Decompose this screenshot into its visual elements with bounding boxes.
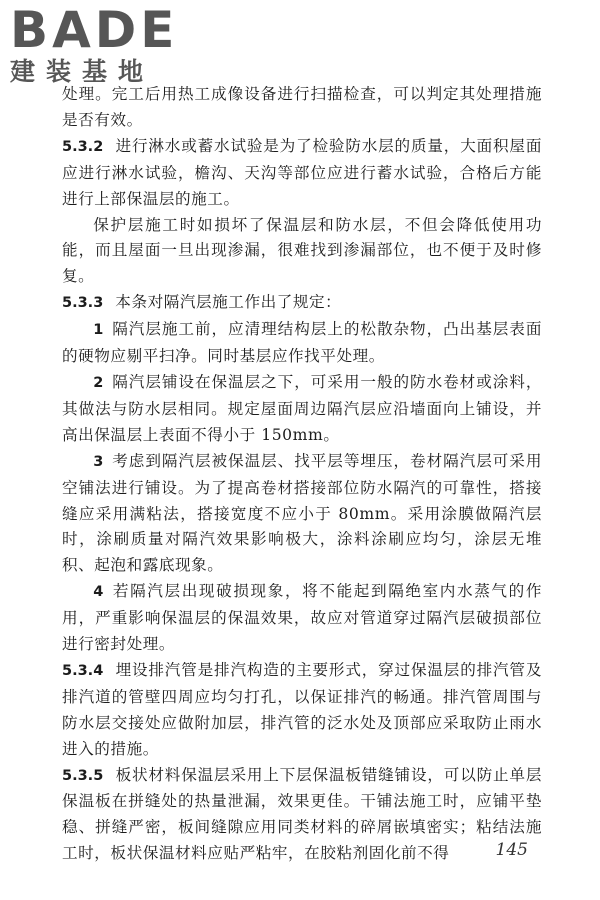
section-5-3-2 — [62, 134, 542, 213]
section-5-3-3 — [62, 290, 542, 317]
paragraph-text: 隔汽层施工前，应清理结构层上的松散杂物，凸出基层表面的硬物应剔平扫净。同时基层应作找平处理。 — [62, 320, 542, 366]
logo-brand: BADE — [10, 1, 179, 59]
section-number: 5.3.5 — [62, 767, 104, 784]
paragraph-text: 本条对隔汽层施工作出了规定： — [115, 293, 342, 312]
section-5-3-5 — [62, 763, 542, 868]
item-number: 4 — [93, 584, 104, 601]
paragraph-text: 进行淋水或蓄水试验是为了检验防水层的质量，大面积屋面应进行淋水试验，檐沟、天沟等部位应进行蓄水试验，合格后方能进行上部保温层的施工。 — [62, 136, 542, 208]
item-number: 1 — [93, 322, 104, 339]
section-5-3-4 — [62, 658, 542, 763]
section-number: 5.3.3 — [62, 295, 104, 312]
page-body — [62, 82, 542, 867]
paragraph-continuation — [62, 82, 542, 134]
item-number: 3 — [93, 453, 104, 470]
watermark-logo — [10, 1, 180, 86]
section-number: 5.3.2 — [62, 138, 104, 155]
list-item-1 — [62, 317, 542, 370]
paragraph-indented — [62, 213, 542, 291]
list-item-2 — [62, 370, 542, 449]
paragraph-text: 板状材料保温层采用上下层保温板错缝铺设，可以防止单层保温板在拼缝处的热量泄漏，效果更佳。干铺法施工时，应铺平垫稳、拼缝严密，板间缝隙应用同类材料的碎屑嵌填密实；粘结法施工时，板状保温材料应贴严粘牢，在胶粘剂固化前不得 — [62, 765, 542, 863]
paragraph-text: 考虑到隔汽层被保温层、找平层等埋压，卷材隔汽层可采用空铺法进行铺设。为了提高卷材搭接部位防水隔汽的可靠性，搭接缝应采用满粘法，搭接宽度不应小于 80mm。采用涂膜做隔汽层时，涂刷质量对隔汽效果影响极大，涂料涂刷应均匀，涂层无堆积、起泡和露底现象。 — [62, 451, 542, 575]
paragraph-text: 隔汽层铺设在保温层之下，可采用一般的防水卷材或涂料，其做法与防水层相同。规定屋面周边隔汽层应沿墙面向上铺设，并高出保温层上表面不得小于 150mm。 — [62, 372, 542, 444]
list-item-4 — [62, 579, 542, 658]
section-number: 5.3.4 — [62, 662, 104, 679]
page-number: 145 — [495, 840, 528, 860]
paragraph-text: 处理。完工后用热工成像设备进行扫描检查，可以判定其处理措施是否有效。 — [62, 85, 542, 129]
list-item-3 — [62, 449, 542, 580]
paragraph-text: 保护层施工时如损坏了保温层和防水层，不但会降低使用功能，而且屋面一旦出现渗漏，很难找到渗漏部位，也不便于及时修复。 — [62, 215, 542, 286]
logo-subtitle: 建装基地 — [10, 57, 155, 86]
item-number: 2 — [93, 374, 104, 391]
paragraph-text: 若隔汽层出现破损现象，将不能起到隔绝室内水蒸气的作用，严重影响保温层的保温效果，故应对管道穿过隔汽层破损部位进行密封处理。 — [62, 582, 542, 654]
paragraph-text: 埋设排汽管是排汽构造的主要形式，穿过保温层的排汽管及排汽道的管壁四周应均匀打孔，以保证排汽的畅通。排汽管周围与防水层交接处应做附加层，排汽管的泛水处及顶部应采取防止雨水进入的措施。 — [62, 660, 542, 758]
